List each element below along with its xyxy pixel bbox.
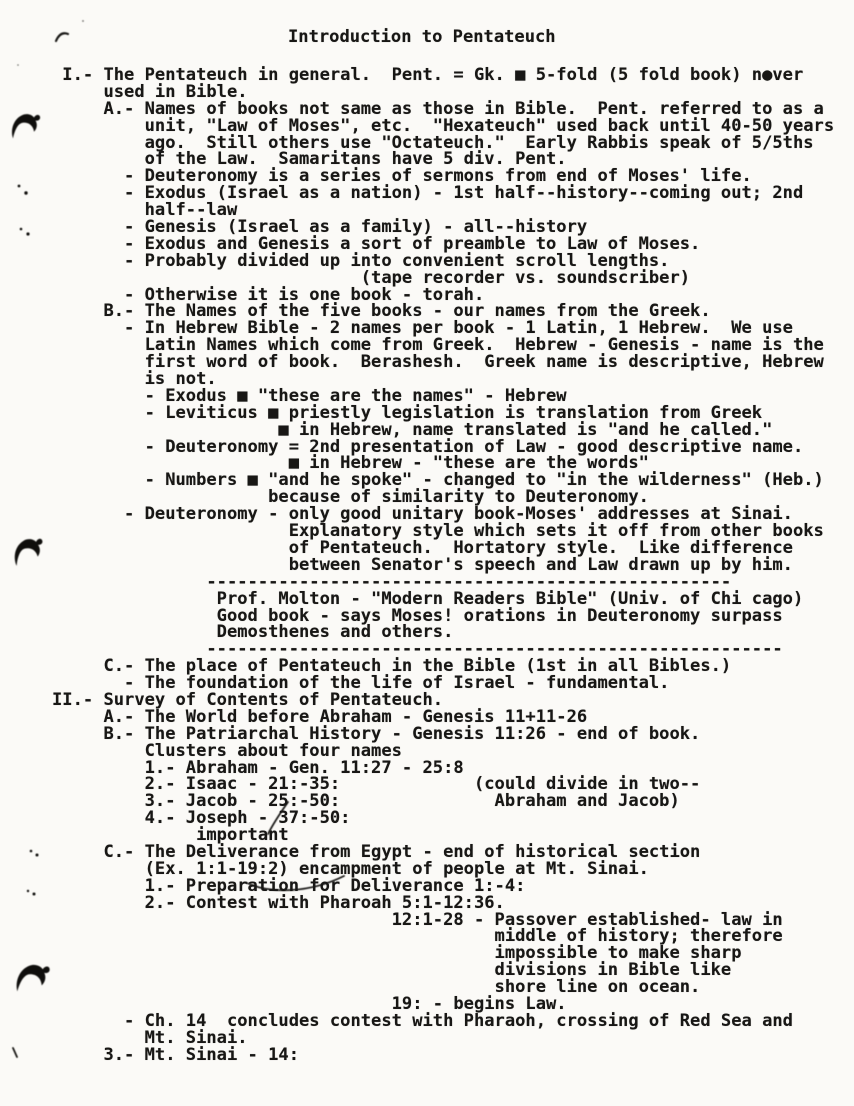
- doc-line: half--law: [52, 200, 238, 221]
- ink-dot: [26, 232, 29, 235]
- doc-line: - Ch. 14 concludes contest with Pharaoh, crossing of Red Sea and: [52, 1010, 793, 1031]
- doc-line: Good book - says Moses! orations in Deuteronomy surpass: [52, 605, 783, 626]
- doc-line: of the Law. Samaritans have 5 div. Pent.: [52, 149, 567, 170]
- doc-line: Mt. Sinai.: [52, 1027, 248, 1048]
- doc-line: C.- The place of Pentateuch in the Bible (1st in all Bibles.): [52, 656, 732, 677]
- ink-dot: [82, 20, 84, 22]
- doc-line: Clusters about four names: [52, 740, 402, 761]
- doc-line: ago. Still others use "Octateuch." Early Rabbis speak of 5/5ths: [52, 132, 814, 153]
- doc-line: Explanatory style which sets it off from other books: [52, 521, 824, 542]
- doc-line: C.- The Deliverance from Egypt - end of historical section: [52, 841, 701, 862]
- doc-line: 3.- Jacob - 25:-50: Abraham and Jacob): [52, 791, 680, 812]
- doc-line: - Genesis (Israel as a family) - all--history: [52, 217, 588, 238]
- ink-dot: [17, 64, 19, 66]
- doc-line: 3.- Mt. Sinai - 14:: [52, 1044, 299, 1065]
- doc-line: II.- Survey of Contents of Pentateuch.: [52, 689, 444, 710]
- doc-line: impossible to make sharp: [52, 943, 742, 964]
- ink-dot: [33, 893, 36, 896]
- doc-line: shore line on ocean.: [52, 977, 701, 998]
- doc-line: middle of history; therefore: [52, 926, 783, 947]
- doc-line: Latin Names which come from Greek. Hebrew - Genesis - name is the: [52, 335, 824, 356]
- doc-line: - In Hebrew Bible - 2 names per book - 1 Latin, 1 Hebrew. We use: [52, 318, 793, 339]
- doc-line: unit, "Law of Moses", etc. "Hexateuch" used back until 40-50 years: [52, 115, 835, 136]
- ink-dot: [20, 228, 23, 231]
- doc-line: - Probably divided up into convenient scroll lengths.: [52, 250, 670, 271]
- ink-dot: [24, 191, 27, 194]
- doc-line: Prof. Molton - "Modern Readers Bible" (Univ. of Chi cago): [52, 588, 804, 609]
- doc-line: ■ in Hebrew, name translated is "and he called.": [52, 419, 773, 440]
- doc-line: A.- The World before Abraham - Genesis 11+11-26: [52, 706, 588, 727]
- doc-line: because of similarity to Deuteronomy.: [52, 487, 649, 508]
- outline-text: [52, 67, 834, 1064]
- doc-line: - Exodus (Israel as a nation) - 1st half--history--coming out; 2nd: [52, 183, 804, 204]
- ink-dot: [27, 890, 29, 892]
- doc-line: B.- The Names of the five books - our names from the Greek.: [52, 301, 711, 322]
- doc-line: 2.- Contest with Pharoah 5:1-12:36.: [52, 892, 505, 913]
- doc-line: first word of book. Berashesh. Greek name is descriptive, Hebrew: [52, 352, 824, 373]
- doc-line: - Deuteronomy - only good unitary book-Moses' addresses at Sinai.: [52, 504, 793, 525]
- ink-blot-icon: [12, 114, 40, 138]
- doc-line: 4.- Joseph - 37:-50:: [52, 808, 351, 829]
- doc-line: of Pentateuch. Hortatory style. Like difference: [52, 537, 793, 558]
- doc-line: (tape recorder vs. soundscriber): [52, 267, 691, 288]
- doc-line: - The foundation of the life of Israel - fundamental.: [52, 673, 670, 694]
- doc-line: between Senator's speech and Law drawn up by him.: [52, 554, 793, 575]
- doc-line: I.- The Pentateuch in general. Pent. = Gk. ■ 5-fold (5 fold book) n●ver: [52, 65, 804, 85]
- doc-line: 19: - begins Law.: [52, 993, 567, 1014]
- doc-line: important: [52, 825, 289, 846]
- doc-line: (Ex. 1:1-19:2) encampment of people at Mt. Sinai.: [52, 858, 649, 879]
- page-title: Introduction to Pentateuch: [288, 27, 556, 47]
- doc-line: divisions in Bible like: [52, 960, 732, 981]
- ink-dot: [36, 854, 39, 857]
- doc-line: is not.: [52, 369, 217, 390]
- doc-line: - Exodus and Genesis a sort of preamble to Law of Moses.: [52, 233, 701, 254]
- doc-line: 1.- Preparation for Deliverance 1:-4:: [52, 875, 526, 896]
- doc-line: - Deuteronomy = 2nd presentation of Law - good descriptive name.: [52, 436, 804, 457]
- doc-line: used in Bible.: [52, 81, 248, 102]
- doc-line: B.- The Patriarchal History - Genesis 11:26 - end of book.: [52, 723, 701, 744]
- doc-line: 1.- Abraham - Gen. 11:27 - 25:8: [52, 757, 464, 778]
- ink-dot: [18, 185, 21, 188]
- doc-line: - Deuteronomy is a series of sermons from end of Moses' life.: [52, 166, 752, 187]
- pen-flick-icon: [56, 33, 68, 41]
- doc-line: A.- Names of books not same as those in Bible. Pent. referred to as a: [52, 98, 824, 119]
- pen-tick-icon: [13, 1048, 17, 1057]
- ink-dot: [30, 850, 33, 853]
- doc-line: - Leviticus ■ priestly legislation is translation from Greek: [52, 402, 763, 423]
- doc-line: ---------------------------------------------------: [52, 571, 732, 592]
- doc-line: --------------------------------------------------------: [52, 639, 783, 660]
- doc-line: 12:1-28 - Passover established- law in: [52, 909, 783, 930]
- doc-line: - Otherwise it is one book - torah.: [52, 284, 485, 305]
- ink-blot-icon: [13, 538, 45, 566]
- doc-line: - Exodus ■ "these are the names" - Hebrew: [52, 385, 567, 406]
- ink-blot-icon: [16, 964, 50, 994]
- doc-line: - Numbers ■ "and he spoke" - changed to "in the wilderness" (Heb.): [52, 470, 824, 491]
- doc-line: 2.- Isaac - 21:-35: (could divide in two--: [52, 774, 701, 795]
- doc-line: ■ in Hebrew - "these are the words": [52, 453, 649, 474]
- doc-line: Demosthenes and others.: [52, 622, 454, 643]
